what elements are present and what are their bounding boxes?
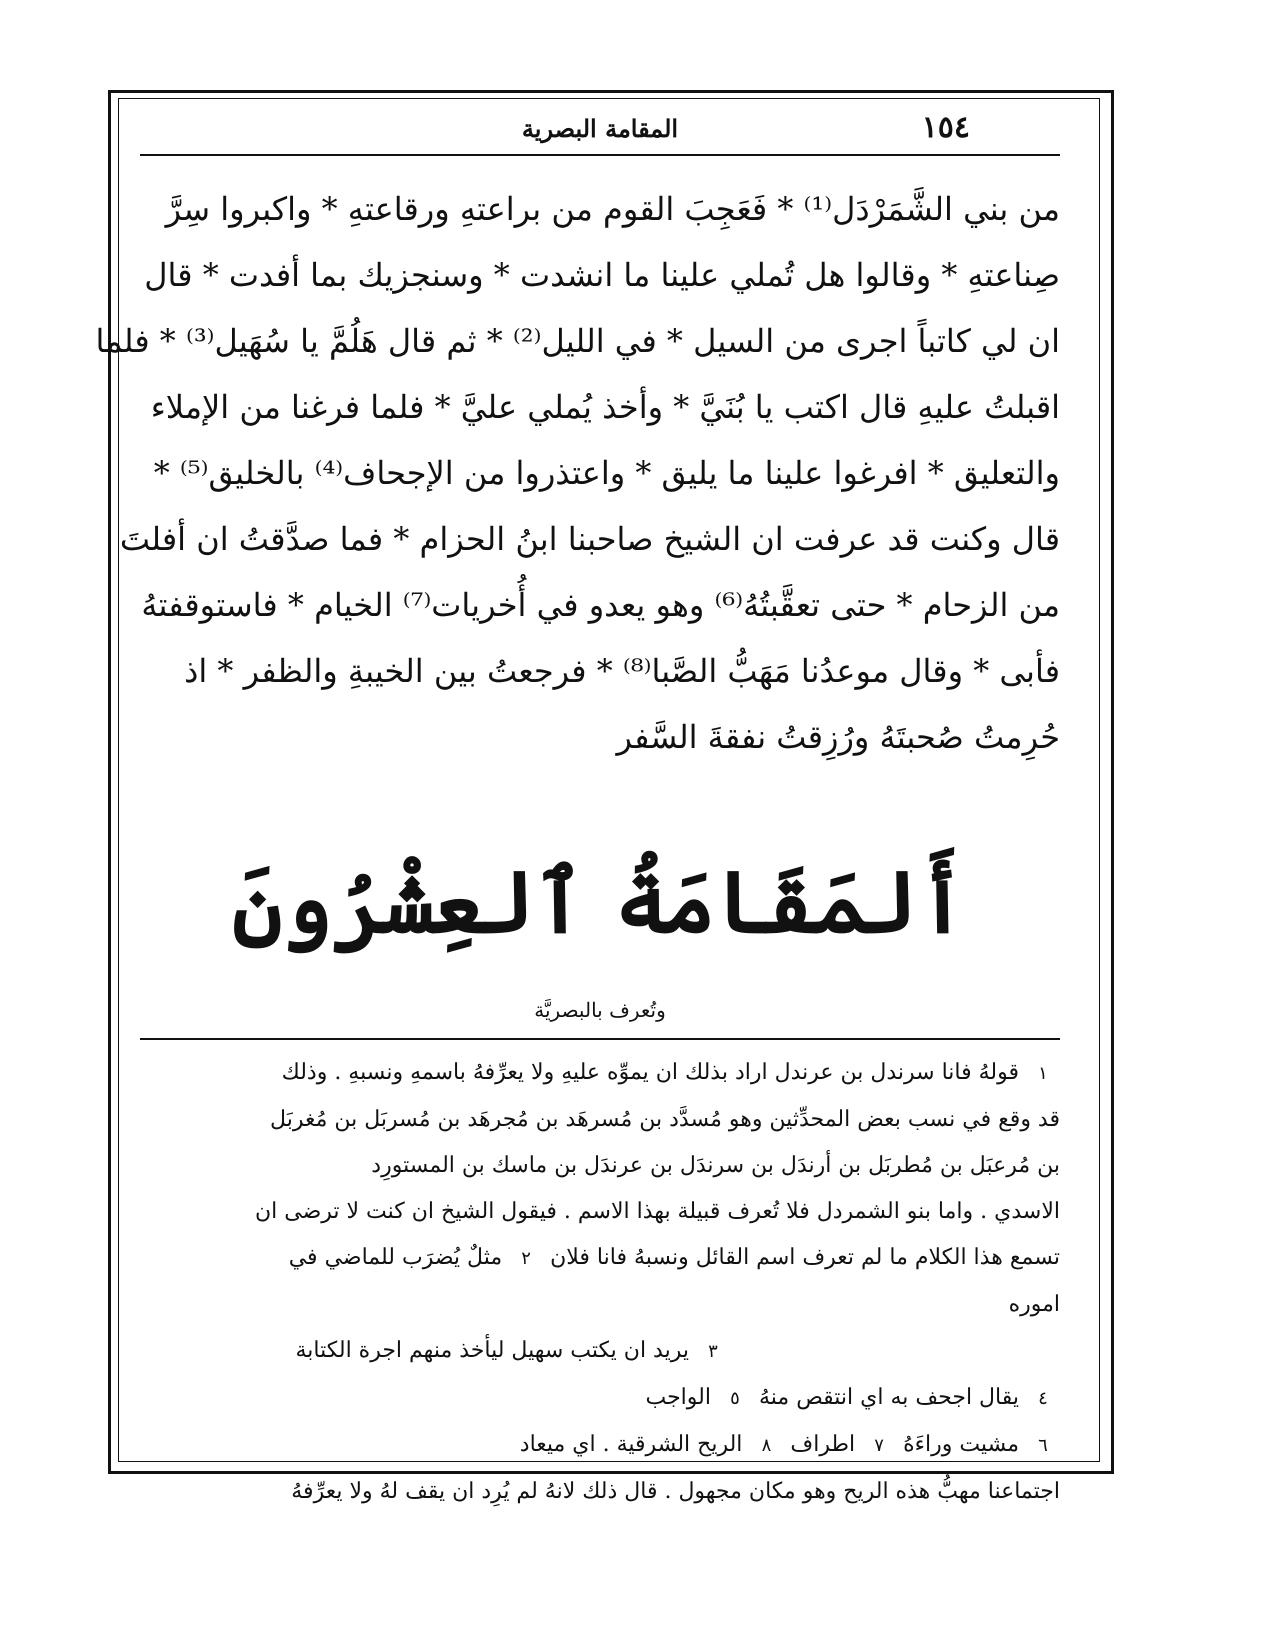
footnote-text: الواجب (645, 1385, 711, 1410)
footnote-5 (645, 1385, 752, 1410)
footnote-text: يقال اجحف به اي انتقص منهُ (758, 1385, 1019, 1410)
footnote-text: اطراف (790, 1432, 856, 1457)
body-text (95, 176, 1060, 770)
footnote-line: قد وقع في نسب بعض المحدِّثين وهو مُسدَّد بن مُسرهَد بن مُجرهَد بن مُسربَل بن مُغربَل (270, 1107, 1060, 1132)
footnote-number: ٦ (1038, 1435, 1048, 1456)
page-number: ١٥٤ (921, 110, 970, 145)
footnote-4 (752, 1385, 1060, 1410)
text-line: والتعليق * افرغوا علينا ما يليق * واعتذروا من الإجحاف⁽⁴⁾ بالخليق⁽⁵⁾ * (153, 454, 1060, 492)
footnote-row-4-5 (140, 1375, 1060, 1422)
footnote-line: الاسدي . واما بنو الشمردل فلا تُعرف قبيلة بهذا الاسم . فيقول الشيخ ان كنت لا ترضى ان (254, 1199, 1060, 1224)
footnote-number: ١ (1038, 1063, 1048, 1084)
footnote-line-with-note-2 (140, 1235, 1060, 1282)
footnote-text: مشيت وراءَهُ (903, 1432, 1019, 1457)
footnote-3 (140, 1328, 1060, 1375)
book-page (95, 108, 1060, 1515)
text-line: صِناعتهِ * وقالوا هل تُملي علينا ما انشدت * وسنجزيك بما أفدت * قال (144, 256, 1060, 294)
footnote-line: بن مُرعبَل بن مُطربَل بن أرندَل بن سرندَل بن عرندَل بن ماسك بن المستورِد (371, 1153, 1060, 1178)
text-line: من بني الشَّمَرْدَل⁽¹⁾ * فَعَجِبَ القوم من براعتهِ ورقاعتهِ * واكبروا سِرَّ (165, 190, 1060, 228)
footnote-1 (140, 1050, 1060, 1097)
footnote-text: يريد ان يكتب سهيل ليأخذ منهم اجرة الكتابة (295, 1338, 689, 1363)
footnote-6 (896, 1432, 1060, 1457)
text-line: حُرِمتُ صُحبتَهُ ورُزِقتُ نفقةَ السَّفر (616, 718, 1060, 756)
text-line: فأبى * وقال موعدُنا مَهَبُّ الصَّبا⁽⁸⁾ * فرجعتُ بين الخيبةِ والظفر * اذ (184, 652, 1060, 690)
header-rule (140, 154, 1060, 156)
text-line: من الزحام * حتى تعقَّبتُهُ⁽⁶⁾ وهو يعدو في أُخريات⁽⁷⁾ الخيام * فاستوقفتهُ (141, 586, 1060, 624)
footnote-number: ٢ (521, 1248, 531, 1269)
footnote-7 (783, 1432, 896, 1457)
footnotes-rule (140, 1038, 1060, 1040)
footnote-text: مثلٌ يُضرَب للماضي في (288, 1245, 503, 1270)
text-line: قال وكنت قد عرفت ان الشيخ صاحبنا ابنُ الحزام * فما صدَّقتُ ان أفلتَ (119, 520, 1060, 558)
footnote-row-6-7-8 (140, 1422, 1060, 1469)
footnote-text: قولهُ فانا سرندل بن عرندل اراد بذلك ان يموِّه عليهِ ولا يعرِّفهُ باسمهِ ونسبهِ . وذلك (281, 1060, 1019, 1085)
footnote-8 (520, 1432, 784, 1457)
footnote-number: ٤ (1038, 1388, 1048, 1409)
text-line: اقبلتُ عليهِ قال اكتب يا بُنَيَّ * وأخذ يُملي عليَّ * فلما فرغنا من الإملاء (150, 388, 1060, 426)
footnote-number: ٨ (761, 1435, 772, 1456)
footnote-text: الريح الشرقية . اي ميعاد (519, 1432, 743, 1457)
page-header (140, 108, 1060, 156)
footnote-line: اجتماعنا مهبُّ هذه الريح وهو مكان مجهول . قال ذلك لانهُ لم يُرِد ان يقف لهُ ولا يعرِّفهُ (291, 1479, 1060, 1504)
footnote-text: تسمع هذا الكلام ما لم تعرف اسم القائل ونسبهُ فانا فلان (550, 1245, 1060, 1270)
footnote-number: ٣ (708, 1341, 718, 1362)
section-title: أَلمَقَامَةُ ٱلعِشْرُونَ (232, 852, 968, 953)
footnote-line: اموره (1008, 1292, 1060, 1317)
running-title: المقامة البصرية (521, 114, 679, 143)
text-line: ان لي كاتباً اجرى من السيل * في الليل⁽²⁾ * ثم قال هَلُمَّ يا سُهَيل⁽³⁾ * فلما (95, 322, 1060, 360)
footnote-number: ٧ (874, 1435, 884, 1456)
footnotes (140, 1050, 1060, 1515)
section-subtitle: وتُعرف بالبصريَّة (534, 998, 666, 1022)
footnote-number: ٥ (730, 1388, 740, 1409)
